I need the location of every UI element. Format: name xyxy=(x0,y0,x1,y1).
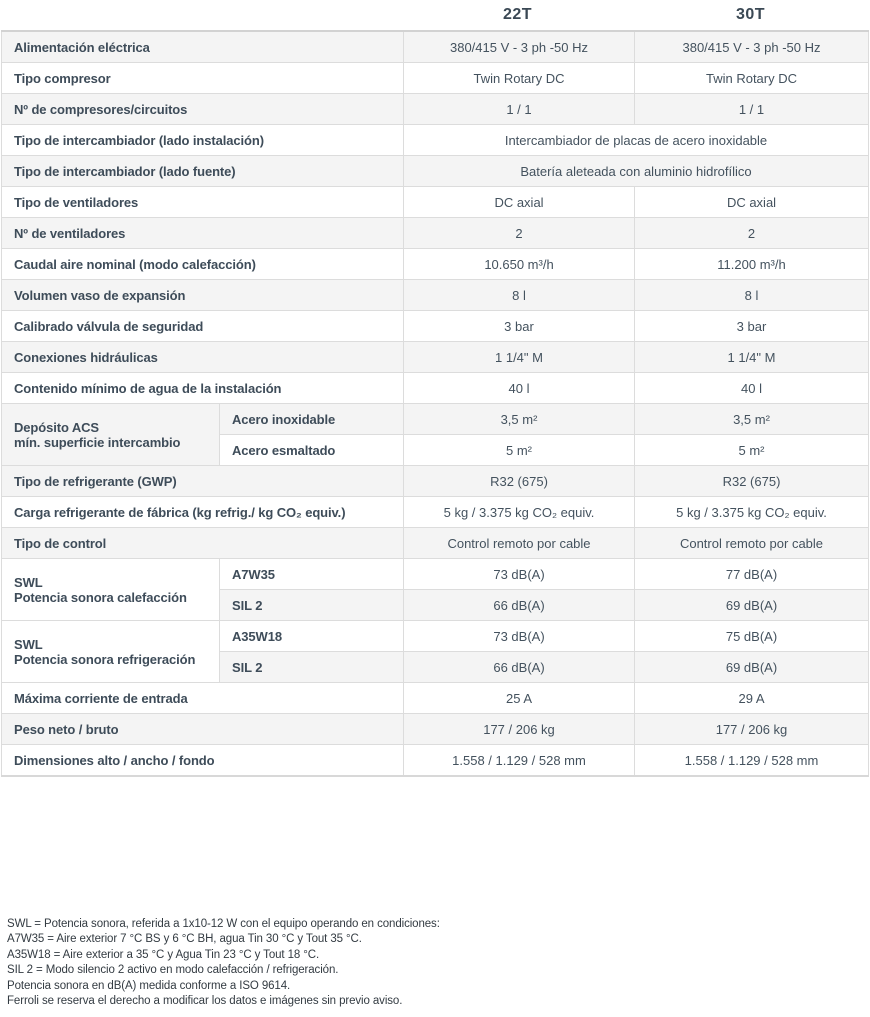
spec-label: Tipo de intercambiador (lado fuente) xyxy=(2,156,404,187)
spec-group-label xyxy=(2,559,220,621)
footnote-line: Potencia sonora en dB(A) medida conforme a ISO 9614. xyxy=(7,979,291,992)
footnotes-block xyxy=(7,917,863,1009)
table-row xyxy=(2,373,869,404)
model-column-headers xyxy=(402,0,868,30)
spec-value-22t: 1 / 1 xyxy=(404,94,635,125)
spec-sub-label: Acero inoxidable xyxy=(220,404,404,435)
table-row xyxy=(2,404,869,435)
spec-value-22t: 1 1/4" M xyxy=(404,342,635,373)
spec-label: Alimentación eléctrica xyxy=(2,31,404,63)
spec-value-22t: Control remoto por cable xyxy=(404,528,635,559)
spec-value-22t: 380/415 V - 3 ph -50 Hz xyxy=(404,31,635,63)
spec-value-22t: 73 dB(A) xyxy=(404,621,635,652)
footnote-line: A7W35 = Aire exterior 7 °C BS y 6 °C BH, agua Tin 30 °C y Tout 35 °C. xyxy=(7,933,362,946)
spec-value-22t: 3,5 m² xyxy=(404,404,635,435)
spec-value-22t: 1.558 / 1.129 / 528 mm xyxy=(404,745,635,777)
spec-value-22t: Twin Rotary DC xyxy=(404,63,635,94)
spec-value-30t: 69 dB(A) xyxy=(635,590,869,621)
group-label-line2: Potencia sonora calefacción xyxy=(14,589,187,605)
table-row xyxy=(2,559,869,590)
spec-label: Tipo de intercambiador (lado instalación) xyxy=(2,125,404,156)
spec-value-30t: 5 kg / 3.375 kg CO₂ equiv. xyxy=(635,497,869,528)
spec-value-22t: 177 / 206 kg xyxy=(404,714,635,745)
spec-group-label xyxy=(2,404,220,466)
spec-value-22t: 3 bar xyxy=(404,311,635,342)
spec-value-22t: 66 dB(A) xyxy=(404,652,635,683)
spec-label: Dimensiones alto / ancho / fondo xyxy=(2,745,404,777)
column-header-30t: 30T xyxy=(735,6,766,23)
spec-value-30t: 40 l xyxy=(635,373,869,404)
spec-label: Contenido mínimo de agua de la instalación xyxy=(2,373,404,404)
spec-sub-label: SIL 2 xyxy=(220,590,404,621)
spec-label: Tipo de control xyxy=(2,528,404,559)
spec-label: Carga refrigerante de fábrica (kg refrig./ kg CO₂ equiv.) xyxy=(2,497,404,528)
spec-value-30t: 11.200 m³/h xyxy=(635,249,869,280)
spec-value-30t: 1 1/4" M xyxy=(635,342,869,373)
spec-label: Tipo compresor xyxy=(2,63,404,94)
spec-value-30t: 5 m² xyxy=(635,435,869,466)
footnote-line: A35W18 = Aire exterior a 35 °C y Agua Tin 23 °C y Tout 18 °C. xyxy=(7,948,320,961)
group-label-line1: Depósito ACS xyxy=(14,419,99,435)
spec-value-22t: 40 l xyxy=(404,373,635,404)
spec-value-30t: 1 / 1 xyxy=(635,94,869,125)
spec-value-22t: 66 dB(A) xyxy=(404,590,635,621)
spec-sub-label: A7W35 xyxy=(220,559,404,590)
spec-value-30t: 177 / 206 kg xyxy=(635,714,869,745)
table-row xyxy=(2,249,869,280)
group-label-line2: mín. superficie intercambio xyxy=(14,434,181,450)
table-row xyxy=(2,342,869,373)
spec-sub-label: A35W18 xyxy=(220,621,404,652)
table-row xyxy=(2,94,869,125)
spec-value-30t: 2 xyxy=(635,218,869,249)
spec-value-30t: 380/415 V - 3 ph -50 Hz xyxy=(635,31,869,63)
spec-label: Máxima corriente de entrada xyxy=(2,683,404,714)
spec-value-22t: 25 A xyxy=(404,683,635,714)
table-row xyxy=(2,497,869,528)
spec-label: Caudal aire nominal (modo calefacción) xyxy=(2,249,404,280)
table-row xyxy=(2,125,869,156)
spec-value-22t: 5 kg / 3.375 kg CO₂ equiv. xyxy=(404,497,635,528)
table-row xyxy=(2,466,869,497)
spec-label: Tipo de refrigerante (GWP) xyxy=(2,466,404,497)
table-row xyxy=(2,745,869,777)
spec-value-22t: 73 dB(A) xyxy=(404,559,635,590)
technical-spec-table xyxy=(1,30,869,777)
group-label-line1: SWL xyxy=(14,636,43,652)
table-row xyxy=(2,621,869,652)
spec-label: Nº de compresores/circuitos xyxy=(2,94,404,125)
spec-value-22t: 10.650 m³/h xyxy=(404,249,635,280)
spec-value-30t: Twin Rotary DC xyxy=(635,63,869,94)
spec-value-30t: 77 dB(A) xyxy=(635,559,869,590)
spec-value-22t: R32 (675) xyxy=(404,466,635,497)
group-label-line1: SWL xyxy=(14,574,43,590)
spec-label: Nº de ventiladores xyxy=(2,218,404,249)
footnote-line: SWL = Potencia sonora, referida a 1x10-12 W con el equipo operando en condiciones: xyxy=(7,918,440,930)
column-header-22t: 22T xyxy=(502,6,533,23)
footnote-line: Ferroli se reserva el derecho a modificar los datos e imágenes sin previo aviso. xyxy=(7,995,403,1008)
table-row xyxy=(2,683,869,714)
table-row xyxy=(2,218,869,249)
table-row xyxy=(2,63,869,94)
table-row xyxy=(2,156,869,187)
table-row xyxy=(2,311,869,342)
spec-label: Volumen vaso de expansión xyxy=(2,280,404,311)
spec-label: Calibrado válvula de seguridad xyxy=(2,311,404,342)
spec-value-22t: 8 l xyxy=(404,280,635,311)
spec-value-30t: 1.558 / 1.129 / 528 mm xyxy=(635,745,869,777)
spec-group-label xyxy=(2,621,220,683)
group-label-line2: Potencia sonora refrigeración xyxy=(14,651,196,667)
table-row xyxy=(2,31,869,63)
footnote-line: SIL 2 = Modo silencio 2 activo en modo calefacción / refrigeración. xyxy=(7,964,339,977)
spec-sub-label: SIL 2 xyxy=(220,652,404,683)
spec-label: Peso neto / bruto xyxy=(2,714,404,745)
table-row xyxy=(2,280,869,311)
spec-value-both: Batería aleteada con aluminio hidrofílico xyxy=(404,156,869,187)
spec-value-30t: 3,5 m² xyxy=(635,404,869,435)
table-row xyxy=(2,528,869,559)
table-row xyxy=(2,714,869,745)
spec-label: Tipo de ventiladores xyxy=(2,187,404,218)
spec-value-30t: R32 (675) xyxy=(635,466,869,497)
table-row xyxy=(2,187,869,218)
spec-value-30t: Control remoto por cable xyxy=(635,528,869,559)
spec-value-30t: 69 dB(A) xyxy=(635,652,869,683)
spec-value-22t: DC axial xyxy=(404,187,635,218)
spec-value-22t: 2 xyxy=(404,218,635,249)
spec-value-30t: 3 bar xyxy=(635,311,869,342)
spec-value-30t: DC axial xyxy=(635,187,869,218)
spec-label: Conexiones hidráulicas xyxy=(2,342,404,373)
spec-value-30t: 75 dB(A) xyxy=(635,621,869,652)
spec-value-both: Intercambiador de placas de acero inoxidable xyxy=(404,125,869,156)
spec-value-22t: 5 m² xyxy=(404,435,635,466)
spec-value-30t: 8 l xyxy=(635,280,869,311)
spec-sub-label: Acero esmaltado xyxy=(220,435,404,466)
spec-value-30t: 29 A xyxy=(635,683,869,714)
